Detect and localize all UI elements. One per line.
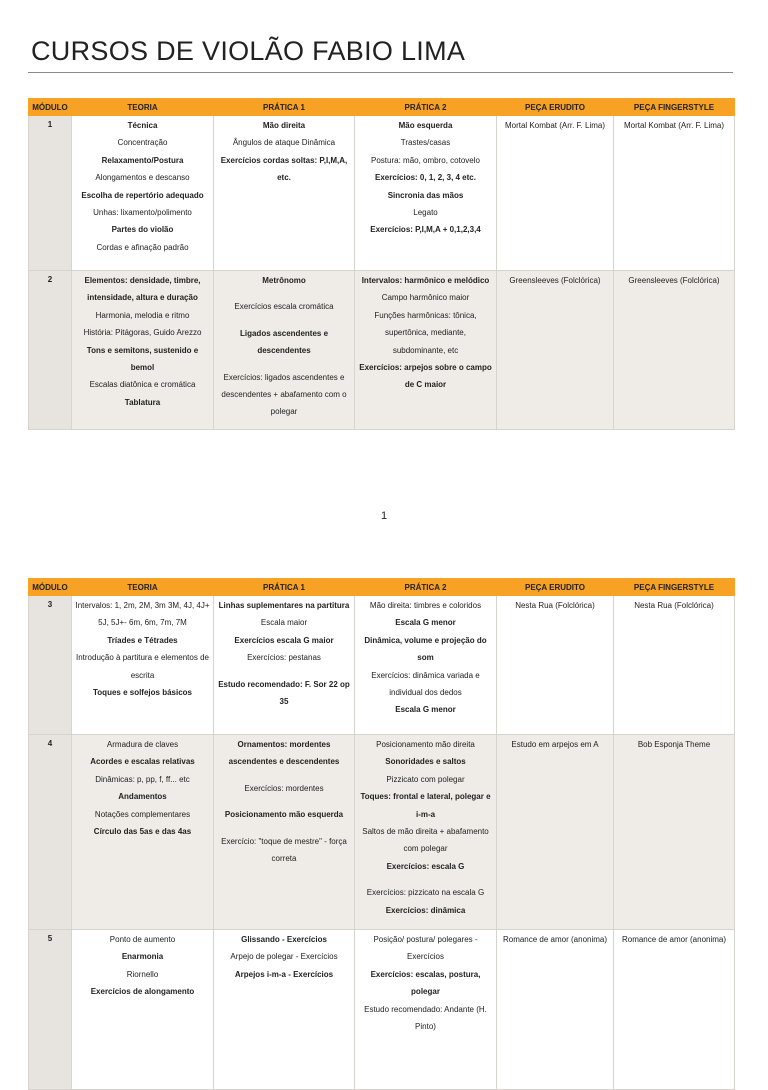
pratica2-item: Mão esquerda bbox=[398, 121, 453, 130]
teoria-item: Dinâmicas: p, pp, f, ff... etc bbox=[95, 774, 190, 784]
teoria-item: Introdução à partitura e elementos de escrita bbox=[76, 653, 209, 680]
pratica1-item: Estudo recomendado: F. Sor 22 op 35 bbox=[218, 679, 350, 707]
table-row bbox=[29, 930, 735, 1090]
pratica2-item: Escala G menor bbox=[395, 618, 456, 628]
peca-erudito-cell: Greensleeves (Folclórica) bbox=[497, 271, 614, 430]
teoria-item: Escolha de repertório adequado bbox=[81, 190, 204, 200]
pratica2-item: Posição/ postura/ polegares - Exercícios bbox=[373, 935, 478, 962]
pratica2-item: Posicionamento mão direita bbox=[376, 740, 475, 749]
teoria-item: Tablatura bbox=[124, 397, 161, 407]
teoria-cell bbox=[72, 116, 214, 271]
pratica2-item: Pizzicato com polegar bbox=[386, 774, 465, 784]
table-header-row bbox=[29, 99, 735, 116]
column-header-pratica-2: PRÁTICA 2 bbox=[355, 579, 497, 596]
pratica1-item: Arpejos i-m-a - Exercícios bbox=[234, 969, 334, 979]
pratica2-cell bbox=[355, 116, 497, 271]
pratica1-item: Ligados ascendentes e descendentes bbox=[239, 328, 329, 356]
teoria-item: Exercícios de alongamento bbox=[90, 987, 195, 997]
column-header-pratica-2: PRÁTICA 2 bbox=[355, 99, 497, 116]
teoria-item: Tríades e Tétrades bbox=[107, 635, 178, 645]
pratica2-item: Estudo recomendado: Andante (H. Pinto) bbox=[364, 1004, 487, 1032]
pratica2-item: Exercícios: escalas, postura, polegar bbox=[370, 969, 481, 997]
peca-erudito-cell: Mortal Kombat (Arr. F. Lima) bbox=[497, 116, 614, 271]
teoria-item: Relaxamento/Postura bbox=[101, 155, 184, 165]
teoria-item: Toques e solfejos básicos bbox=[93, 688, 192, 698]
teoria-item: Cordas e afinação padrão bbox=[96, 242, 189, 252]
title-divider bbox=[28, 72, 733, 73]
peca-fingerstyle-cell: Greensleeves (Folclórica) bbox=[614, 271, 735, 430]
teoria-item: Harmonia, melodia e ritmo bbox=[95, 310, 190, 320]
pratica2-item: Exercícios: arpejos sobre o campo de C maior bbox=[359, 363, 492, 390]
teoria-item: Tons e semitons, sustenido e bemol bbox=[86, 345, 199, 373]
page-number: 1 bbox=[380, 510, 388, 522]
pratica1-item: Arpejo de polegar - Exercícios bbox=[230, 952, 338, 962]
pratica1-cell bbox=[214, 116, 355, 271]
teoria-item: Armadura de claves bbox=[106, 740, 179, 749]
pratica1-item: Exercícios: ligados ascendentes e descendentes + abafamento com o polegar bbox=[221, 372, 347, 417]
teoria-item: Ponto de aumento bbox=[109, 935, 176, 944]
course-table-page-1 bbox=[28, 98, 735, 430]
teoria-cell bbox=[72, 271, 214, 430]
pratica1-item: Ornamentos: mordentes ascendentes e descendentes bbox=[228, 740, 340, 767]
pratica1-item: Exercícios: pestanas bbox=[247, 653, 321, 663]
module-number-cell: 1 bbox=[29, 116, 72, 271]
column-header-teoria: TEORIA bbox=[72, 579, 214, 596]
teoria-item: Notações complementares bbox=[94, 809, 191, 819]
pratica2-item: Mão direita: timbres e coloridos bbox=[369, 601, 482, 610]
table-header-row bbox=[29, 579, 735, 596]
pratica2-item: Sincronia das mãos bbox=[387, 190, 464, 200]
module-number-cell: 2 bbox=[29, 271, 72, 430]
pratica1-item: Glissando - Exercícios bbox=[241, 935, 327, 944]
pratica1-item: Exercícios escala G maior bbox=[234, 635, 334, 645]
pratica2-item: Exercícios: dinâmica variada e individual dos dedos bbox=[371, 670, 480, 698]
column-header-modulo: MÓDULO bbox=[29, 579, 72, 596]
pratica2-item: Sonoridades e saltos bbox=[385, 757, 466, 767]
teoria-item: Unhas: lixamento/polimento bbox=[93, 208, 192, 218]
pratica2-item: Toques: frontal e lateral, polegar e i-m-a bbox=[360, 792, 491, 819]
teoria-item: Andamentos bbox=[118, 792, 167, 802]
pratica1-cell bbox=[214, 930, 355, 1090]
teoria-item: Enarmonia bbox=[121, 952, 164, 962]
module-number-cell: 3 bbox=[29, 596, 72, 735]
pratica1-item: Exercícios cordas soltas: P,I,M,A, etc. bbox=[220, 155, 348, 183]
pratica2-item: Dinâmica, volume e projeção do som bbox=[364, 635, 487, 663]
module-number-cell: 5 bbox=[29, 930, 72, 1090]
column-header-teoria: TEORIA bbox=[72, 99, 214, 116]
column-header-peca-erudito: PEÇA ERUDITO bbox=[497, 99, 614, 116]
column-header-peca-fingerstyle: PEÇA FINGERSTYLE bbox=[614, 579, 735, 596]
column-header-modulo: MÓDULO bbox=[29, 99, 72, 116]
peca-fingerstyle-cell: Bob Esponja Theme bbox=[614, 735, 735, 930]
teoria-item: Alongamentos e descanso bbox=[95, 173, 190, 183]
pratica1-cell bbox=[214, 271, 355, 430]
pratica2-item: Exercícios: pizzicato na escala G bbox=[366, 888, 485, 898]
pratica1-cell bbox=[214, 735, 355, 930]
teoria-item: Círculo das 5as e das 4as bbox=[93, 827, 192, 837]
pratica1-item: Metrônomo bbox=[262, 276, 306, 285]
module-number-cell: 4 bbox=[29, 735, 72, 930]
pratica1-item: Mão direita bbox=[262, 121, 306, 130]
teoria-item: Técnica bbox=[127, 121, 158, 130]
peca-erudito-cell: Estudo em arpejos em A bbox=[497, 735, 614, 930]
pratica2-item: Campo harmônico maior bbox=[381, 293, 470, 303]
pratica1-item: Posicionamento mão esquerda bbox=[224, 810, 344, 820]
pratica1-cell bbox=[214, 596, 355, 735]
pratica2-item: Exercícios: 0, 1, 2, 3, 4 etc. bbox=[375, 173, 476, 183]
pratica2-cell bbox=[355, 735, 497, 930]
teoria-item: Concentração bbox=[117, 138, 168, 148]
teoria-cell bbox=[72, 930, 214, 1090]
teoria-item: Acordes e escalas relativas bbox=[90, 757, 195, 767]
pratica2-item: Escala G menor bbox=[395, 705, 456, 715]
pratica1-item: Escala maior bbox=[260, 618, 308, 628]
column-header-peca-fingerstyle: PEÇA FINGERSTYLE bbox=[614, 99, 735, 116]
pratica2-item: Postura: mão, ombro, cotovelo bbox=[371, 155, 480, 165]
peca-erudito-cell: Nesta Rua (Folclórica) bbox=[497, 596, 614, 735]
pratica2-item: Exercícios: dinâmica bbox=[385, 905, 466, 915]
course-table-page-2 bbox=[28, 578, 735, 1090]
teoria-item: História: Pitágoras, Guido Arezzo bbox=[83, 328, 202, 338]
pratica2-item: Saltos de mão direita + abafamento com polegar bbox=[362, 827, 489, 854]
peca-fingerstyle-cell: Nesta Rua (Folclórica) bbox=[614, 596, 735, 735]
column-header-pratica-1: PRÁTICA 1 bbox=[214, 579, 355, 596]
column-header-peca-erudito: PEÇA ERUDITO bbox=[497, 579, 614, 596]
teoria-item: Riornello bbox=[126, 969, 159, 979]
pratica2-item: Exercícios: P,I,M,A + 0,1,2,3,4 bbox=[370, 225, 481, 235]
table-row bbox=[29, 116, 735, 271]
table-row bbox=[29, 596, 735, 735]
pratica1-item: Linhas suplementares na partitura bbox=[218, 601, 350, 610]
pratica2-cell bbox=[355, 596, 497, 735]
table-row bbox=[29, 735, 735, 930]
pratica1-item: Exercícios escala cromática bbox=[234, 302, 334, 312]
peca-fingerstyle-cell: Mortal Kombat (Arr. F. Lima) bbox=[614, 116, 735, 271]
teoria-cell bbox=[72, 596, 214, 735]
teoria-item: Escalas diatônica e cromática bbox=[89, 380, 196, 390]
pratica2-item: Funções harmônicas: tônica, supertônica, mediante, subdominante, etc bbox=[374, 310, 477, 355]
peca-fingerstyle-cell: Romance de amor (anonima) bbox=[614, 930, 735, 1090]
teoria-item: Partes do violão bbox=[111, 225, 174, 235]
pratica2-item: Legato bbox=[413, 208, 438, 218]
document-title: CURSOS DE VIOLÃO FABIO LIMA bbox=[31, 36, 466, 66]
pratica1-item: Exercícios: mordentes bbox=[244, 783, 324, 793]
pratica1-item: Exercício: "toque de mestre" - força correta bbox=[221, 836, 347, 864]
pratica2-item: Exercícios: escala G bbox=[386, 861, 465, 871]
column-header-pratica-1: PRÁTICA 1 bbox=[214, 99, 355, 116]
pratica2-item: Intervalos: harmônico e melódico bbox=[361, 276, 490, 285]
table-row bbox=[29, 271, 735, 430]
peca-erudito-cell: Romance de amor (anonima) bbox=[497, 930, 614, 1090]
teoria-item: Intervalos: 1, 2m, 2M, 3m 3M, 4J, 4J+ 5J, 5J+- 6m, 6m, 7m, 7M bbox=[75, 601, 210, 628]
teoria-cell bbox=[72, 735, 214, 930]
pratica2-item: Trastes/casas bbox=[400, 138, 451, 148]
pratica2-cell bbox=[355, 271, 497, 430]
pratica1-item: Ângulos de ataque Dinâmica bbox=[232, 138, 336, 148]
pratica2-cell bbox=[355, 930, 497, 1090]
teoria-item: Elementos: densidade, timbre, intensidade, altura e duração bbox=[84, 276, 201, 303]
